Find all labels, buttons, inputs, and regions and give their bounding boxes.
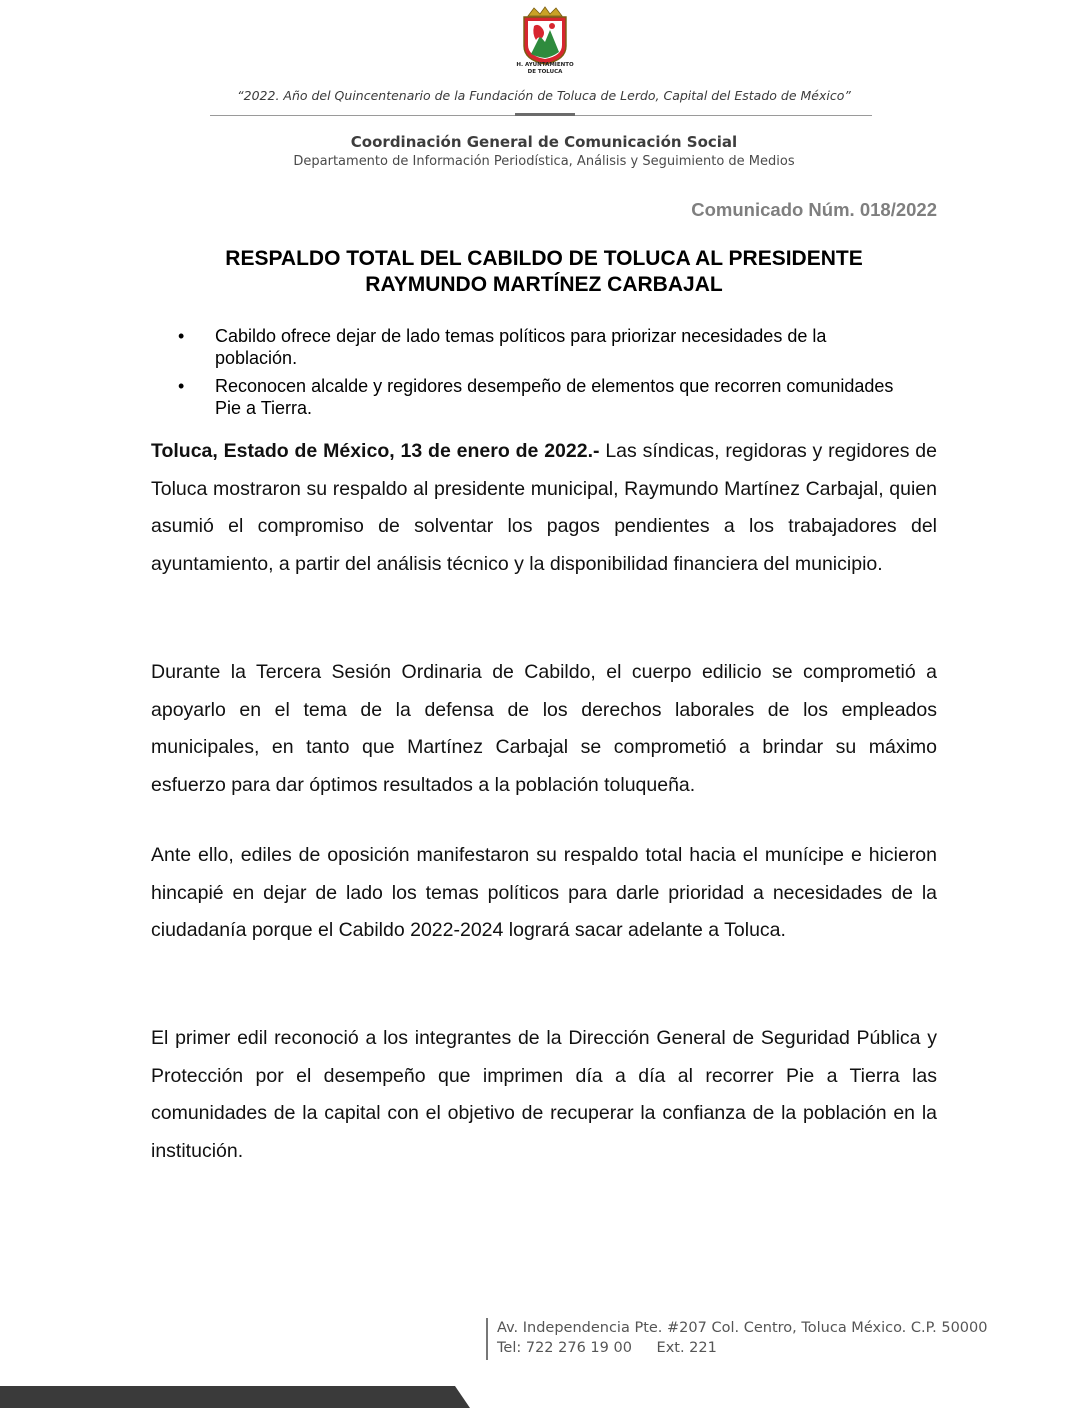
communique-number: Comunicado Núm. 018/2022 — [691, 199, 937, 220]
logo-caption-line2: DE TOLUCA — [527, 69, 563, 75]
summary-bullets — [178, 325, 908, 425]
dateline: Toluca, Estado de México, 13 de enero de 2022.- — [151, 440, 600, 462]
bullet-item — [178, 375, 908, 419]
logo-caption-line1: H. AYUNTAMIENTO — [516, 62, 574, 68]
footer-address: Av. Independencia Pte. #207 Col. Centro, Toluca México. C.P. 50000 — [497, 1320, 988, 1336]
body-paragraph-1-text: Las síndicas, regidoras y regidores de Toluca mostraron su respaldo al presidente municipal, Raymundo Martínez Carbajal, quien asumió el compromiso de solventar los pagos pendientes a los trabajadores del ayuntamiento, a partir del análisis técnico y la disponibilidad financiera del municipio. — [151, 440, 937, 575]
header-divider-accent — [515, 113, 575, 116]
bullet-text: Cabildo ofrece dejar de lado temas políticos para priorizar necesidades de la población. — [215, 326, 827, 368]
headline-line-1: RESPALDO TOTAL DEL CABILDO DE TOLUCA AL PRESIDENTE — [225, 247, 863, 270]
logo-caption — [490, 62, 600, 76]
body-paragraph-3: Ante ello, ediles de oposición manifestaron su respaldo total hacia el munícipe e hicieron hincapié en dejar de lado los temas políticos para darle prioridad a necesidades de la ciudadanía porque el Cabildo 2022-2024 logrará sacar adelante a Toluca. — [151, 844, 937, 941]
footer-contact — [497, 1340, 717, 1356]
body-paragraph-4: El primer edil reconoció a los integrantes de la Dirección General de Seguridad Pública y Protección por el desempeño que imprimen día a día al recorrer Pie a Tierra las comunidades de la capital con el objetivo de recuperar la confianza de la población en la institución. — [151, 1027, 937, 1162]
headline-line-2: RAYMUNDO MARTÍNEZ CARBAJAL — [365, 273, 723, 296]
bullet-item — [178, 325, 908, 369]
department-name: Departamento de Información Periodística, Análisis y Seguimiento de Medios — [293, 154, 795, 169]
body-paragraph-1 — [151, 433, 937, 583]
organization-name: Coordinación General de Comunicación Social — [350, 133, 738, 151]
footer-band — [0, 1386, 470, 1408]
year-motto: “2022. Año del Quincentenario de la Fundación de Toluca de Lerdo, Capital del Estado de México” — [237, 88, 851, 103]
footer-phone: Tel: 722 276 19 00 — [497, 1340, 632, 1356]
bullet-text: Reconocen alcalde y regidores desempeño de elementos que recorren comunidades Pie a Tierra. — [215, 376, 894, 418]
footer-divider — [486, 1318, 488, 1360]
headline — [152, 246, 936, 298]
footer-extension: Ext. 221 — [656, 1340, 717, 1356]
bullet-dot-icon: • — [178, 326, 185, 346]
body-paragraph-2: Durante la Tercera Sesión Ordinaria de Cabildo, el cuerpo edilicio se comprometió a apoyarlo en el tema de la defensa de los derechos laborales de los empleados municipales, en tanto que Martínez Carbajal se comprometió a brindar su máximo esfuerzo para dar óptimos resultados a la población toluqueña. — [151, 661, 937, 796]
bullet-dot-icon: • — [178, 376, 185, 396]
